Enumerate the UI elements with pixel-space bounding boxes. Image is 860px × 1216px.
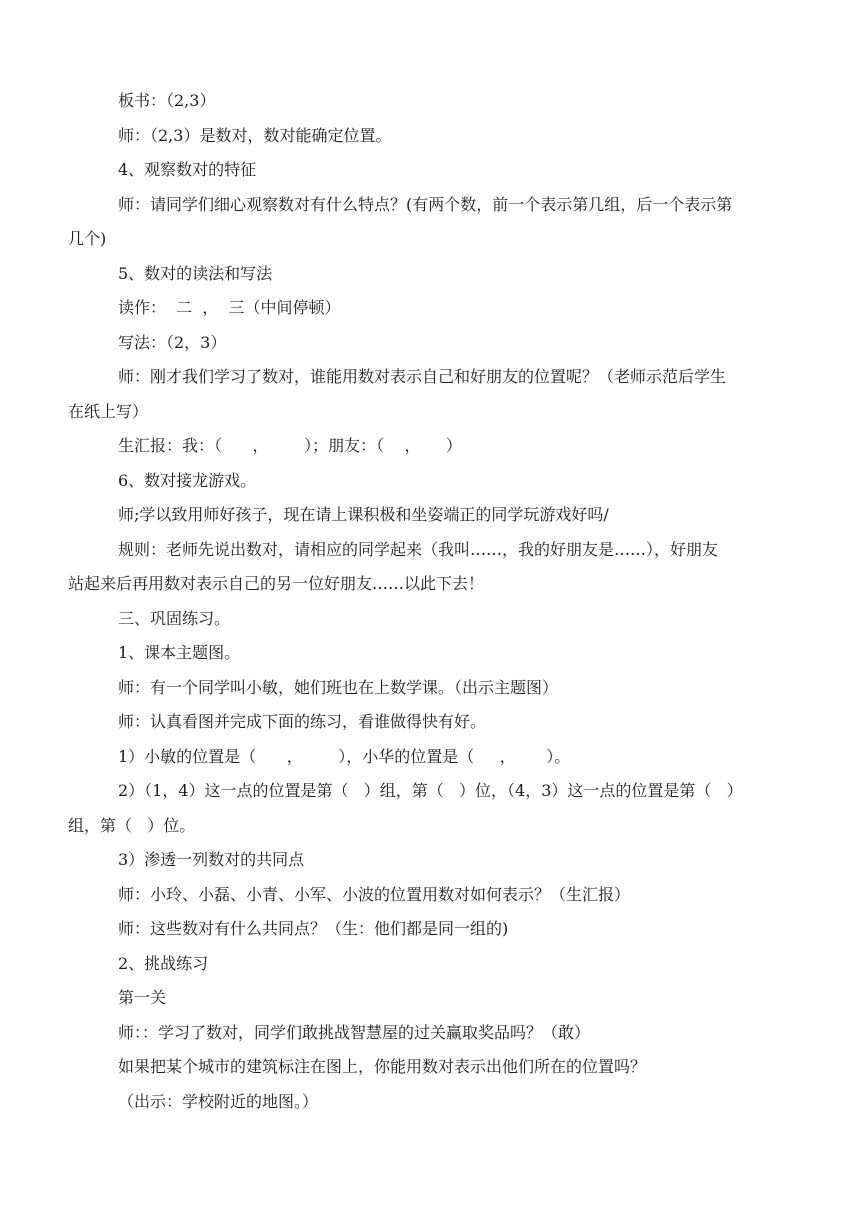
text-line: 读作： 二 ， 三（中间停顿） — [118, 298, 341, 317]
text-line: 1、课本主题图。 — [118, 643, 241, 662]
text-line: 6、数对接龙游戏。 — [118, 470, 257, 490]
text-line: 2、挑战练习 — [118, 953, 209, 973]
text-line: 师：小玲、小磊、小青、小军、小波的位置用数对如何表示？（生汇报） — [118, 884, 631, 904]
text-line: 师：认真看图并完成下面的练习，看谁做得快有好。 — [118, 712, 487, 731]
text-line: 师：（2,3）是数对，数对能确定位置。 — [118, 125, 392, 145]
text-line: （出示：学校附近的地图。） — [118, 1091, 319, 1111]
text-line: 师：这些数对有什么共同点？（生：他们都是同一组的) — [118, 919, 509, 938]
text-line: 三、巩固练习。 — [118, 608, 231, 628]
text-line: 第一关 — [118, 988, 167, 1007]
text-line: 2）（1，4）这一点的位置是第（ ）组，第（ ）位，（4，3）这一点的位置是第（ ） — [118, 781, 743, 800]
text-line: 规则：老师先说出数对，请相应的同学起来（我叫……，我的好朋友是……），好朋友 — [118, 539, 719, 559]
text-line: 生汇报：我：（ ， ）；朋友：（ ， ） — [118, 436, 462, 455]
text-line: 师：：学习了数对，同学们敢挑战智慧屋的过关赢取奖品吗？（敢） — [118, 1022, 591, 1042]
document-body — [68, 84, 780, 1119]
text-line: 3）渗透一列数对的共同点 — [118, 850, 305, 869]
text-line: 师：有一个同学叫小敏，她们班也在上数学课。（出示主题图） — [118, 677, 559, 697]
text-line: 4、观察数对的特征 — [118, 160, 257, 179]
text-line: 如果把某个城市的建筑标注在图上，你能用数对表示出他们所在的位置吗？ — [118, 1057, 647, 1076]
text-line: 师：请同学们细心观察数对有什么特点？(有两个数，前一个表示第几组，后一个表示第 — [118, 194, 733, 214]
text-line: 师：刚才我们学习了数对，谁能用数对表示自己和好朋友的位置呢？（老师示范后学生 — [118, 367, 727, 386]
text-line: 5、数对的读法和写法 — [118, 263, 273, 283]
text-line: 板书：（2,3） — [118, 91, 216, 110]
text-line-continued: 在纸上写） — [68, 401, 149, 421]
text-line-continued: 组，第（ ）位。 — [68, 815, 196, 835]
text-line: 写法：（2，3） — [118, 332, 227, 352]
text-line-continued: 站起来后再用数对表示自己的另一位好朋友……以此下去！ — [68, 574, 485, 593]
text-line-continued: 几个) — [68, 229, 107, 248]
text-line: 1）小敏的位置是（ ， ），小华的位置是（ ， ）。 — [118, 746, 571, 766]
text-line: 师;学以致用师好孩子，现在请上课积极和坐姿端正的同学玩游戏好吗/ — [118, 505, 609, 524]
